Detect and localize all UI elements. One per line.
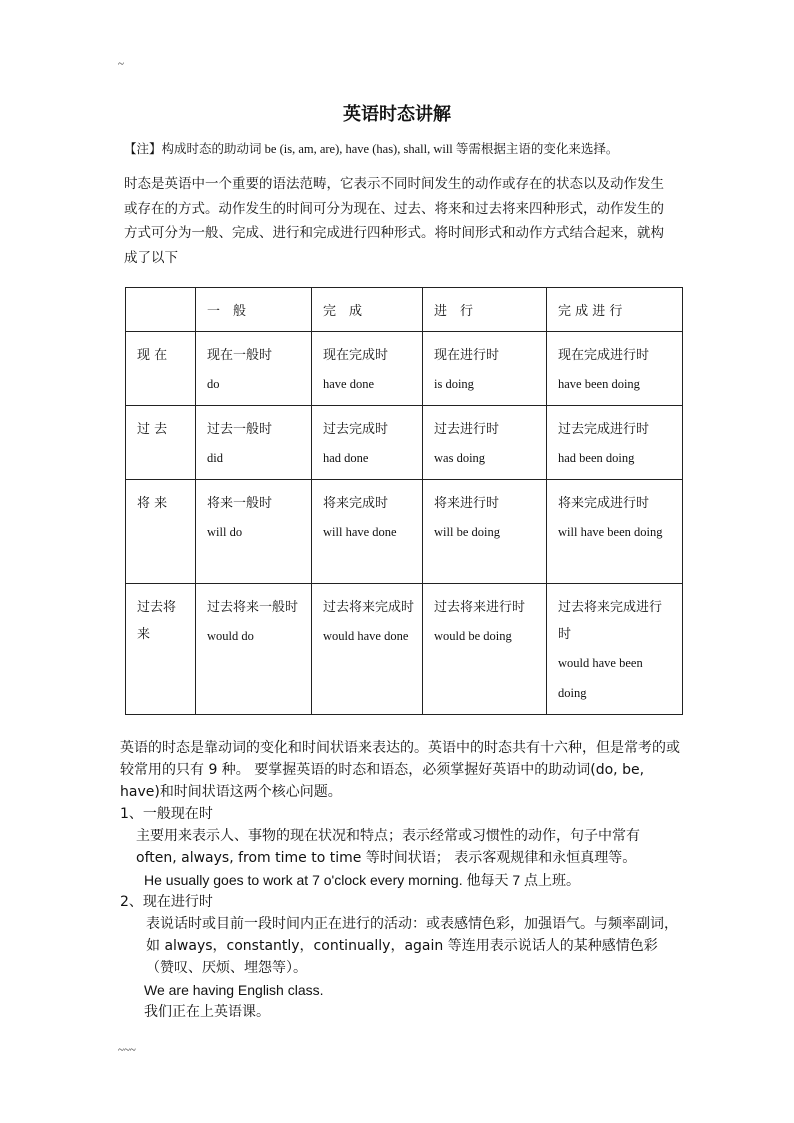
section-heading-present-progressive: 2、现在进行时 <box>120 894 213 910</box>
table-cell <box>312 584 423 715</box>
example-translation: 我们正在上英语课。 <box>144 1004 270 1020</box>
header-cell-perfect: 完 成 <box>312 288 423 332</box>
cell-cn: 过去将来完成时 <box>323 600 415 615</box>
cell-cn: 过去将来一般时 <box>207 600 299 615</box>
note-verbs: be (is, am, are), have (has), shall, will <box>261 142 456 156</box>
row-label: 过去将来 <box>126 584 196 715</box>
table-row <box>126 332 683 406</box>
cell-en: will do <box>207 525 243 539</box>
cell-en: have been doing <box>558 377 640 391</box>
cell-en: was doing <box>434 451 486 465</box>
header-cell-progressive: 进 行 <box>423 288 547 332</box>
table-cell <box>196 332 312 406</box>
page-title: 英语时态讲解 <box>343 104 451 125</box>
intro-paragraph: 时态是英语中一个重要的语法范畴，它表示不同时间发生的动作或存在的状态以及动作发生或存在的方式。动作发生的时间可分为现在、过去、将来和过去将来四种形式，动作发生的方式可分为一般、完成、进行和完成进行四种形式。将时间形式和动作方式结合起来，就构成了以下 <box>124 176 664 266</box>
table-header-row <box>126 288 683 332</box>
table-cell <box>547 332 683 406</box>
table-cell <box>196 480 312 584</box>
row-label: 现 在 <box>126 332 196 406</box>
row-label: 将 来 <box>126 480 196 584</box>
table-row <box>126 584 683 715</box>
cell-cn: 现在完成进行时 <box>558 348 650 363</box>
table-cell <box>423 332 547 406</box>
table-cell <box>196 406 312 480</box>
table-cell <box>312 406 423 480</box>
cell-en: will be doing <box>434 525 500 539</box>
cell-en: would have done <box>323 629 409 643</box>
cell-cn: 将来完成进行时 <box>558 496 650 511</box>
table-cell <box>196 584 312 715</box>
cell-cn: 现在一般时 <box>207 348 273 363</box>
tense-table <box>125 287 683 715</box>
cell-en: would have been doing <box>558 656 643 700</box>
table-row <box>126 406 683 480</box>
cell-en: is doing <box>434 377 474 391</box>
cell-cn: 现在进行时 <box>434 348 500 363</box>
note-line <box>124 139 618 157</box>
table-cell <box>423 584 547 715</box>
example-sentence: We are having English class. <box>144 982 324 998</box>
cell-en: do <box>207 377 220 391</box>
cell-cn: 将来进行时 <box>434 496 500 511</box>
example-sentence: He usually goes to work at 7 o'clock every morning. 他每天 7 点上班。 <box>144 872 581 888</box>
cell-en: had done <box>323 451 369 465</box>
note-suffix: 等需根据主语的变化来选择。 <box>455 141 619 156</box>
cell-en: have done <box>323 377 375 391</box>
page-bottom-mark: ~~~ <box>118 1044 136 1056</box>
header-cell-corner <box>126 288 196 332</box>
cell-cn: 过去将来进行时 <box>434 600 526 615</box>
body-paragraph-present-progressive: 表说话时或目前一段时间内正在进行的活动：或表感情色彩，加强语气。与频率副词，如 always，constantly，continually，again 等连用表示说话人的某种感情色彩（赞叹、厌烦、埋怨等）。 <box>146 916 678 976</box>
cell-cn: 过去完成时 <box>323 422 389 437</box>
cell-en: did <box>207 451 223 465</box>
cell-en: had been doing <box>558 451 635 465</box>
table-cell <box>547 480 683 584</box>
cell-en: will have been doing <box>558 525 663 539</box>
section-heading-simple-present: 1、一般现在时 <box>120 806 213 822</box>
cell-cn: 现在完成时 <box>323 348 389 363</box>
body-paragraph-overview: 英语的时态是靠动词的变化和时间状语来表达的。英语中的时态共有十六种，但是常考的或较常用的只有 9 种。 要掌握英语的时态和语态，必须掌握好英语中的助动词(do, be, have)和时间状语这两个核心问题。 <box>120 740 680 800</box>
table-cell <box>547 406 683 480</box>
body-text <box>120 737 680 1023</box>
table-cell <box>547 584 683 715</box>
cell-cn: 过去将来完成进行时 <box>558 600 663 642</box>
cell-en: would be doing <box>434 629 512 643</box>
cell-en: would do <box>207 629 254 643</box>
note-prefix: 【注】构成时态的助动词 <box>124 141 262 156</box>
page-top-mark: ~ <box>118 58 124 70</box>
body-paragraph-simple-present: 主要用来表示人、事物的现在状况和特点；表示经常或习惯性的动作，句子中常有 often, always, from time to time 等时间状语； 表示客观规律和永恒真理等。 <box>136 828 640 866</box>
row-label: 过 去 <box>126 406 196 480</box>
header-cell-simple: 一 般 <box>196 288 312 332</box>
table-cell <box>312 332 423 406</box>
cell-cn: 过去一般时 <box>207 422 273 437</box>
table-cell <box>423 480 547 584</box>
cell-cn: 将来一般时 <box>207 496 273 511</box>
cell-cn: 过去完成进行时 <box>558 422 650 437</box>
header-cell-perfect-progressive: 完 成 进 行 <box>547 288 683 332</box>
table-row <box>126 480 683 584</box>
cell-cn: 过去进行时 <box>434 422 500 437</box>
table-cell <box>423 406 547 480</box>
table-cell <box>312 480 423 584</box>
cell-en: will have done <box>323 525 397 539</box>
cell-cn: 将来完成时 <box>323 496 389 511</box>
